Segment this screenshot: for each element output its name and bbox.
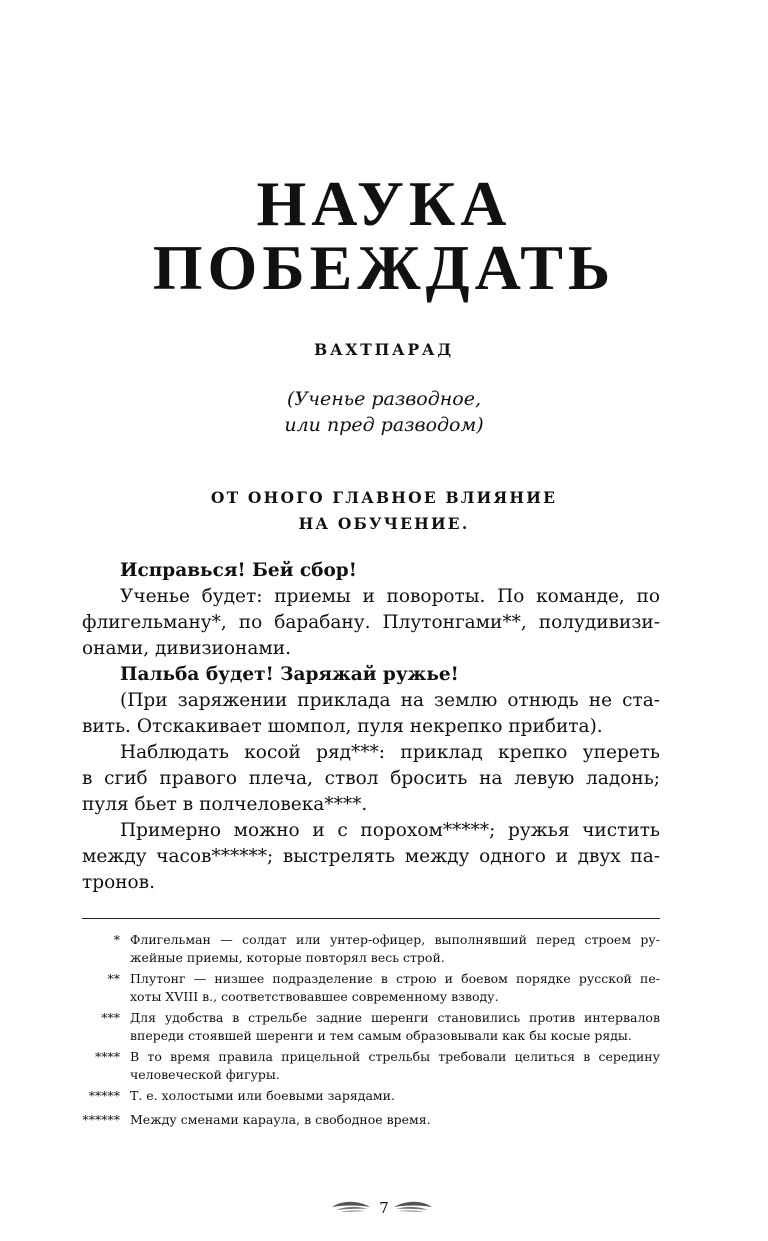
body-line: флигельману*, по барабану. Плутонгами**, полудивизи- (82, 612, 660, 633)
body-command-2: Пальба будет! Заряжай ружье! (120, 664, 459, 685)
page-number: 7 (379, 1199, 389, 1217)
footnote-mark: ** (107, 971, 120, 986)
body-line: Ученье будет: приемы и повороты. По команде, по (120, 586, 660, 607)
footnote-mark: ***** (88, 1088, 120, 1103)
footnote-text: Для удобства в стрельбе задние шеренги становились против интервалов (130, 1010, 660, 1025)
body-command-1: Исправься! Бей сбор! (120, 560, 357, 581)
book-title-line-1: НАУКА (256, 168, 512, 239)
footnote-text: Плутонг — низшее подразделение в строю и боевом порядке русской пе- (130, 971, 660, 986)
footnote-text: Между сменами караула, в свободное время. (130, 1112, 431, 1127)
body-line: тронов. (82, 872, 155, 893)
section-title: ВАХТПАРАД (314, 340, 454, 359)
body-line: пуля бьет в полчеловека****. (82, 794, 368, 815)
footnote-mark: * (113, 932, 120, 947)
footnote-text: Т. е. холостыми или боевыми зарядами. (130, 1088, 395, 1103)
right-leaf-ornament-icon (392, 1199, 434, 1215)
subtitle-line-1: (Ученье разводное, (287, 388, 481, 410)
body-line: в сгиб правого плеча, ствол бросить на левую ладонь; (82, 768, 660, 789)
body-line: Примерно можно и с порохом*****; ружья чистить (120, 820, 660, 841)
book-title-line-2: ПОБЕЖДАТЬ (152, 232, 616, 303)
footnote-text: впереди стоявшей шеренги и тем самым образовывали как бы косые ряды. (130, 1028, 632, 1043)
subtitle-line-2: или пред разводом) (284, 414, 484, 436)
heading-line-2: НА ОБУЧЕНИЕ. (298, 514, 470, 533)
footnote-mark: **** (95, 1049, 120, 1064)
footnote-text: Флигельман — солдат или унтер-офицер, выполнявший перед строем ру- (130, 932, 660, 947)
footnote-divider (82, 918, 660, 919)
body-line: онами, дивизионами. (82, 638, 291, 659)
body-line: (При заряжении приклада на землю отнюдь не ста- (120, 690, 660, 711)
footnote-text: хоты XVIII в., соответствовавшее современному взводу. (130, 989, 499, 1004)
body-line: между часов******; выстрелять между одного и двух па- (82, 846, 660, 867)
footnote-text: В то время правила прицельной стрельбы требовали целиться в середину (130, 1049, 660, 1064)
body-line: вить. Отскакивает шомпол, пуля некрепко прибита). (82, 716, 603, 737)
heading-line-1: ОТ ОНОГО ГЛАВНОЕ ВЛИЯНИЕ (210, 488, 558, 507)
footnote-text: жейные приемы, которые повторял весь строй. (130, 950, 445, 965)
footnote-mark: ****** (82, 1112, 120, 1127)
body-line: Наблюдать косой ряд***: приклад крепко упереть (120, 742, 660, 763)
footnote-mark: *** (101, 1010, 120, 1025)
footnote-text: человеческой фигуры. (130, 1067, 280, 1082)
